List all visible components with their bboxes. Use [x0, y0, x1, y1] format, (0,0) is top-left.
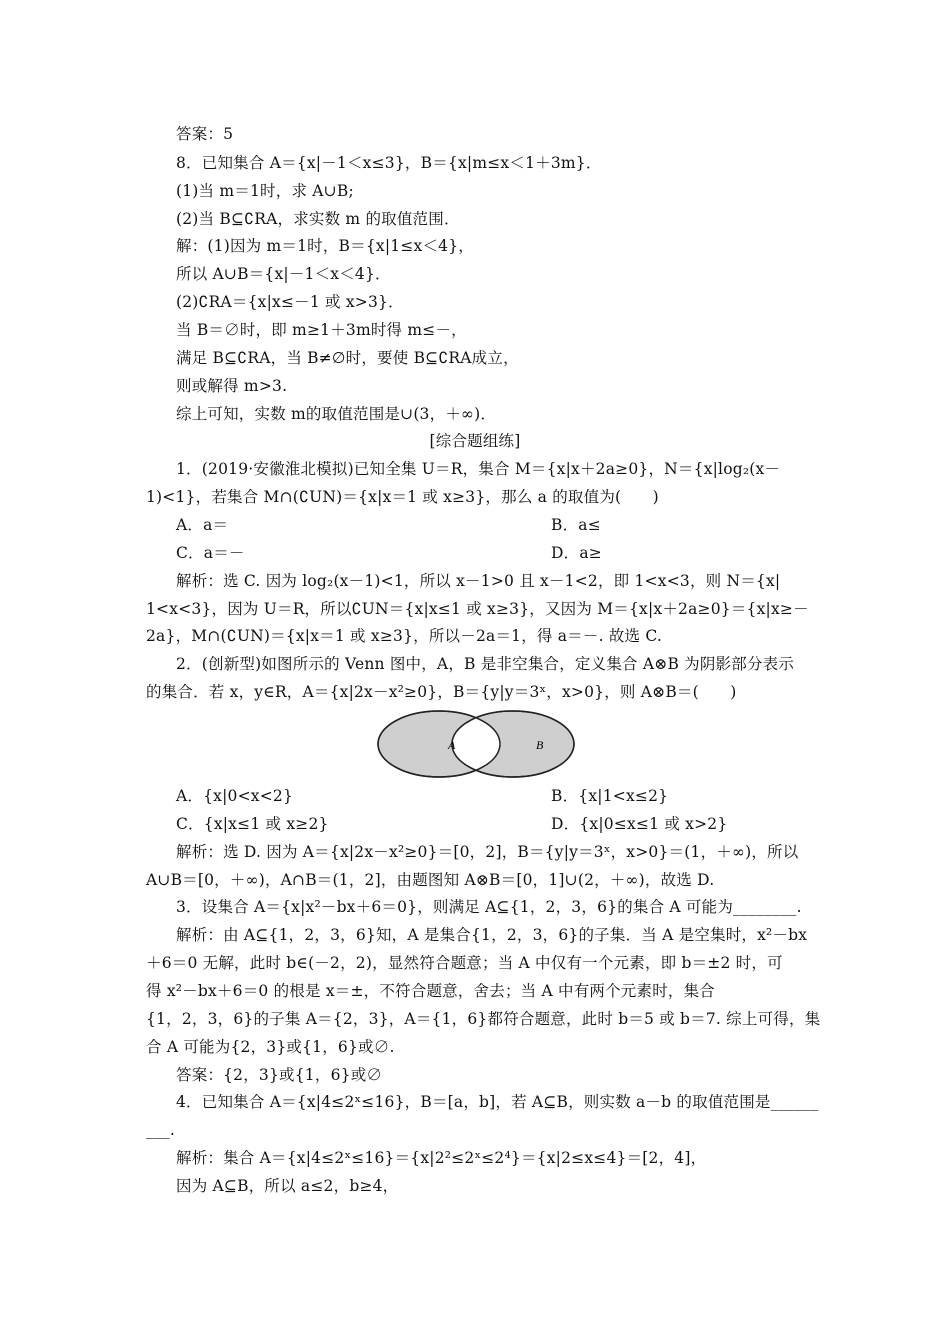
problem-4-cont: ___. — [146, 1121, 175, 1139]
analysis-line: 1<x<3}，因为 U＝R，所以∁UN＝{x|x≤1 或 x≥3}，又因为 M＝{x|x＋2a≥0}＝{x|x≥－ — [146, 600, 809, 618]
solution-line: 当 B＝∅时，即 m≥1＋3m时得 m≤－， — [176, 321, 467, 339]
solution-line: 解：(1)因为 m＝1时，B＝{x|1≤x＜4}， — [176, 237, 474, 255]
problem-2-cont: 的集合．若 x，y∈R，A＝{x|2x－x²≥0}，B＝{y|y＝3ˣ，x>0}，则 A⊗B＝( ) — [146, 683, 737, 701]
venn-label-a: A — [448, 738, 456, 752]
analysis-line: 得 x²－bx＋6＝0 的根是 x＝±，不符合题意，舍去；当 A 中有两个元素时，集合 — [146, 982, 716, 1000]
answer-line: 答案：5 — [176, 125, 234, 143]
option-a: A．{x|0<x<2} — [176, 787, 294, 805]
option-b: B．{x|1<x≤2} — [551, 787, 669, 805]
problem-2: 2．(创新型)如图所示的 Venn 图中，A，B 是非空集合，定义集合 A⊗B 为阴影部分表示 — [176, 655, 795, 673]
option-a: A．a＝ — [176, 516, 229, 534]
option-c: C．{x|x≤1 或 x≥2} — [176, 815, 329, 833]
solution-line: 综上可知，实数 m的取值范围是∪(3，＋∞)． — [176, 405, 497, 423]
solution-line: 则或解得 m>3. — [176, 377, 288, 395]
analysis-line: A∪B＝[0，＋∞)，A∩B＝(1，2]，由题图知 A⊗B＝[0，1]∪(2，＋∞)，故选 D. — [146, 871, 715, 889]
analysis-line: 2a}，M∩(∁UN)＝{x|x＝1 或 x≥3}，所以－2a＝1，得 a＝－. 故选 C. — [146, 627, 662, 645]
answer-line: 答案：{2，3}或{1，6}或∅ — [176, 1066, 383, 1084]
section-heading: [综合题组练] — [429, 432, 521, 450]
problem-1-cont: 1)<1}，若集合 M∩(∁UN)＝{x|x＝1 或 x≥3}，那么 a 的取值为( ) — [146, 488, 659, 506]
problem-8: 8．已知集合 A＝{x|－1＜x≤3}，B＝{x|m≤x＜1＋3m}． — [176, 154, 602, 172]
option-b: B．a≤ — [551, 516, 601, 534]
solution-line: 满足 B⊆∁RA，当 B≠∅时，要使 B⊆∁RA成立， — [176, 349, 519, 367]
analysis-line: 解析：选 C. 因为 log₂(x－1)<1，所以 x－1>0 且 x－1<2，即 1<x<3，则 N＝{x| — [176, 572, 781, 590]
option-d: D．{x|0≤x≤1 或 x>2} — [551, 815, 728, 833]
analysis-line: 解析：集合 A＝{x|4≤2ˣ≤16}＝{x|2²≤2ˣ≤2⁴}＝{x|2≤x≤4}＝[2，4]， — [176, 1149, 707, 1167]
problem-4: 4．已知集合 A＝{x|4≤2ˣ≤16}，B＝[a，b]，若 A⊆B，则实数 a－b 的取值范围是______ — [176, 1093, 819, 1111]
analysis-line: 合 A 可能为{2，3}或{1，6}或∅. — [146, 1038, 395, 1056]
option-c: C．a＝－ — [176, 544, 245, 562]
analysis-line: 解析：选 D. 因为 A＝{x|2x－x²≥0}＝[0，2]，B＝{y|y＝3ˣ，x>0}＝(1，＋∞)，所以 — [176, 843, 799, 861]
venn-label-b: B — [536, 738, 544, 752]
option-d: D．a≥ — [551, 544, 602, 562]
problem-8-part1: (1)当 m＝1时，求 A∪B; — [176, 182, 354, 200]
solution-line: (2)∁RA＝{x|x≤－1 或 x>3}． — [176, 293, 404, 311]
analysis-line: 解析：由 A⊆{1，2，3，6}知，A 是集合{1，2，3，6}的子集．当 A 是空集时，x²－bx — [176, 926, 808, 944]
analysis-line: ＋6＝0 无解，此时 b∈(－2，2)，显然符合题意；当 A 中仅有一个元素，即 b＝±2 时，可 — [146, 954, 783, 972]
analysis-line: {1，2，3，6}的子集 A＝{2，3}，A＝{1，6}都符合题意，此时 b＝5 或 b＝7. 综上可得，集 — [146, 1010, 821, 1028]
solution-line: 所以 A∪B＝{x|－1＜x＜4}． — [176, 265, 391, 283]
problem-3: 3．设集合 A＝{x|x²－bx＋6＝0}，则满足 A⊆{1，2，3，6}的集合 A 可能为________. — [176, 898, 802, 916]
analysis-line: 因为 A⊆B，所以 a≤2，b≥4， — [176, 1177, 399, 1195]
problem-8-part2: (2)当 B⊆∁RA，求实数 m 的取值范围． — [176, 210, 460, 228]
venn-diagram — [376, 709, 576, 779]
problem-1: 1．(2019·安徽淮北模拟)已知全集 U＝R，集合 M＝{x|x＋2a≥0}，N＝{x|log₂(x－ — [176, 460, 781, 478]
